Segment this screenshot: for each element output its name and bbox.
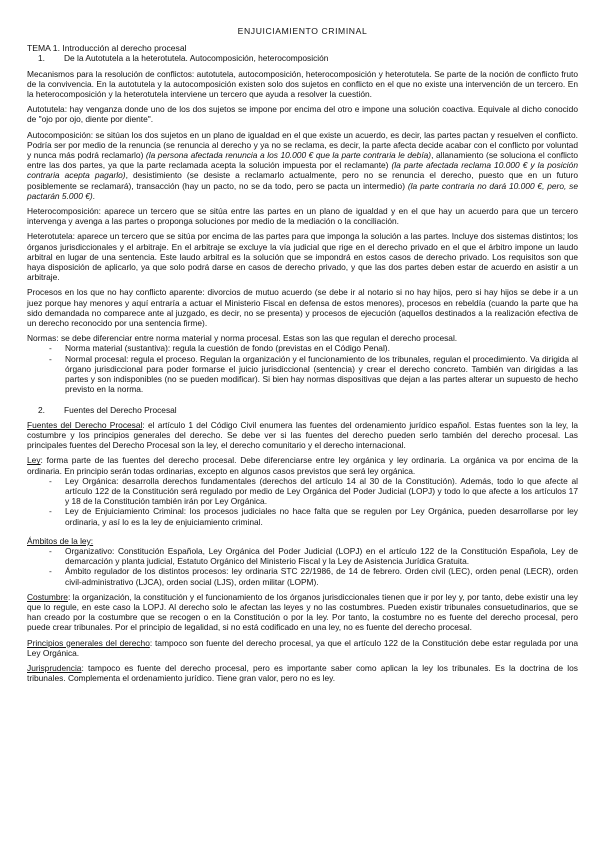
principios-label: Principios generales del derecho [27,637,150,648]
list-item: - Ámbito regulador de los distintos procesos: ley ordinaria STC 22/1986, de 14 de febrero. Orden civil (LEC), orden penal (LECR), orden civil-administrativo (LJCA), orden social (LJS), orden militar (LOPM). [27,566,578,586]
ley-list [27,476,578,527]
paragraph-costumbre [27,592,578,633]
section-2-number: 2. [38,404,45,415]
section-1-title: De la Autotutela a la heterotutela. Autocomposición, heterocomposición [64,53,329,64]
tema-heading: TEMA 1. Introducción al derecho procesal [27,43,187,54]
paragraph-autotutela: Autotutela: hay venganza donde uno de los dos sujetos se impone por encima del otro e impone una solución coactiva. Equivale al dicho conocido de "ojo por ojo, diente por diente". [27,104,578,125]
paragraph-fuentes [27,420,578,451]
section-2-title: Fuentes del Derecho Procesal [64,404,177,415]
ley-text: : forma parte de las fuentes del derecho procesal. Debe diferenciarse entre ley orgánica y ley ordinaria. La orgánica va por encima de la ordinaria. En principio serán todas ordinarias, excepto en algunos casos previstos que será ley orgánica. [27,455,578,476]
section-1-number: 1. [38,53,45,64]
paragraph-normas: Normas: se debe diferenciar entre norma material y norma procesal. Estas son las que regulan el derecho procesal. [27,333,458,344]
list-item: - Normal procesal: regula el proceso. Regulan la organización y el funcionamiento de los tribunales, regulan el procedimiento. Va dirigida al órgano jurisdiccional para poder formarse el juicio jurisdiccional (sentencia) y crear el derecho concreto. También van dirigidas a las partes y son indisponibles (no se pueden modificar). Si bien hay normas dispositivas que dejan a las partes alterar un supuesto de hecho previsto en la norma. [27,354,578,395]
paragraph-heterocomposicion: Heterocomposición: aparece un tercero que se sitúa entre las partes en un plano de igualdad y en el que hay un acuerdo para que un tercero intervenga y avenga a las partes o proponga soluciones por medio de la mediación o la conciliación. [27,206,578,227]
fuentes-text: : el artículo 1 del Código Civil enumera las fuentes del ordenamiento jurídico español. Estas fuentes son la ley, la costumbre y los principios generales del derecho. Se debe ver si las fuentes del derecho pueden serlo también del derecho procesal. Las principales fuentes del Derecho Procesal son la ley, el derecho comunitario y el derecho internacional. [27,419,578,451]
document-title: ENJUICIAMIENTO CRIMINAL [237,26,368,36]
paragraph-autocomposicion [27,130,578,201]
ambitos-list [27,546,578,587]
autocomp-example-2: (la parte afectada reclama 10.000 € y la posición contraria acepta pagarlo) [27,160,578,181]
list-item: - Ley de Enjuiciamiento Criminal: los procesos judiciales no hace falta que se regulen por Ley Orgánica, pueden desarrollarse por ley ordinaria, y así lo es la ley de enjuiciamiento criminal. [27,506,578,526]
autocomp-text-e: , desistimiento (se desiste a reclamarlo actualmente, pero no se renuncia el derecho, puesto que en un futuro posiblemente se reclamará), transacción (hay un pacto, no se da todo, pero se pacta un intermedio) [27,170,578,191]
costumbre-text: : la organización, la constitución y el funcionamiento de los órganos jurisdiccionales tienen que ir por ley y, por tanto, debe existir una ley que lo regule, en este caso la LOPJ. Al derecho solo le afectan las leyes y no las costumbres. Pueden existir tribunales consuetudinarios, que se han creado por la costumbre que se recogen o en la Constitución o por la ley. Por tanto, la costumbre no es fuente del derecho procesal, pero puede crear tribunales. Por el principio de legalidad, si no está codificado en una ley, no es fuente del derecho procesal. [27,591,578,633]
jurisprudencia-text: : tampoco es fuente del derecho procesal, pero es importante saber como aplican la ley los tribunales. Es la doctrina de los tribunales. Complementa el ordenamiento jurídico. Tiene gran valor, pero no es ley. [27,662,578,684]
ley-label: Ley [27,455,41,466]
paragraph-ley [27,455,578,475]
paragraph-heterotutela: Heterotutela: aparece un tercero que se sitúa por encima de las partes para que imponga la solución a las partes. Incluye dos sistemas distintos; los órganos jurisdiccionales y el arbitraje. En el arbitraje se excluye la vía judicial que rige en el derecho privado en el que el árbitro impone un laudo arbitral en lugar de una sentencia. Este laudo arbitral es la solución que se impondrá en estos casos de derecho privado. Los requisitos son que haya disposición de aplicarlo, ya que solo podrá darse en casos de derecho privado, y que las dos partes deben estar de acuerdo en asistir a un arbitraje. [27,231,578,283]
jurisprudencia-label: Jurisprudencia [27,662,82,673]
autocomp-text-g: . [92,190,95,201]
list-item: - Ley Orgánica: desarrolla derechos fundamentales (derechos del artículo 14 al 30 de la Constitución). Además, todo lo que afecte al artículo 122 de la Constitución será regulado por medio de Ley Orgánica del Poder Judicial (LOPJ) y todo lo que afecte a los artículos 17 y 18 de la Constitución también irán por Ley Orgánica. [27,476,578,507]
costumbre-label: Costumbre [27,591,68,602]
section-1-heading [27,53,578,63]
autocomp-text-c: , allanamiento (se soluciona el conflicto entre las dos partes, ya que la parte reclamada acepta la solución impuesta por el reclamante) [27,150,578,171]
list-item: - Organizativo: Constitución Española, Ley Orgánica del Poder Judicial (LOPJ) en el artículo 122 de la Constitución Española, Ley de demarcación y planta judicial, Estatuto Orgánico del Ministerio Fiscal y la Ley de Asistencia Jurídica Gratuita. [27,546,578,566]
normas-list [27,343,578,394]
principios-text: : tampoco son fuente del derecho procesal, ya que el artículo 122 de la Constitución debe estar regulada por una Ley Orgánica. [27,637,578,658]
paragraph-procesos: Procesos en los que no hay conflicto aparente: divorcios de mutuo acuerdo (se debe ir al notario si no hay hijos, pero si hay hijos se debe ir a un juez porque hay menores y aquí entraría a actuar el Ministerio Fiscal en defensa de estos menores), procesos en rebeldía (cuando la parte que ha sido demandada no comparece ante al juzgado, es decir, no se presenta) y procesos de ejecución (aquellos destinados a la realización efectiva de un derecho reconocido por una sentencia firme). [27,287,578,329]
fuentes-label: Fuentes del Derecho Procesal [27,419,143,430]
ambitos-label-text: Ámbitos de la ley: [27,535,94,546]
autocomp-example-3: (la parte contraria no dará 10.000 €, pero, se pactarán 5.000 €) [27,180,578,201]
list-item: - Norma material (sustantiva): regula la cuestión de fondo (previstas en el Código Penal). [27,343,578,353]
section-2-heading [27,405,578,415]
ambitos-label [27,536,578,546]
autocomp-text-a: Autocomposición: se sitúan los dos sujetos en un plano de igualdad en el que existe un acuerdo, es decir, las partes pactan y resuelven el conflicto. Podría ser por medio de la renuncia (se renuncia al derecho y ya no se reclama, es decir, la parte afecta decide acabar con el conflicto por voluntad y nunca más podrá reclamarlo) [27,129,578,161]
paragraph-principios [27,638,578,658]
paragraph-mecanismos: Mecanismos para la resolución de conflictos: autotutela, autocomposición, heterocomposición y heterotutela. Se parte de la noción de conflicto fruto de la convivencia. En la autotutela y la autocomposición existen solo dos sujetos en conflicto en el que no existe una intervención de un tercero. En la heterocomposición y la heterotutela interviene un tercero que ayuda a resolver la cuestión. [27,68,578,100]
autocomp-example-1: (la persona afectada renuncia a los 10.000 € que la parte contraria le debía) [143,150,432,161]
paragraph-jurisprudencia [27,663,578,683]
